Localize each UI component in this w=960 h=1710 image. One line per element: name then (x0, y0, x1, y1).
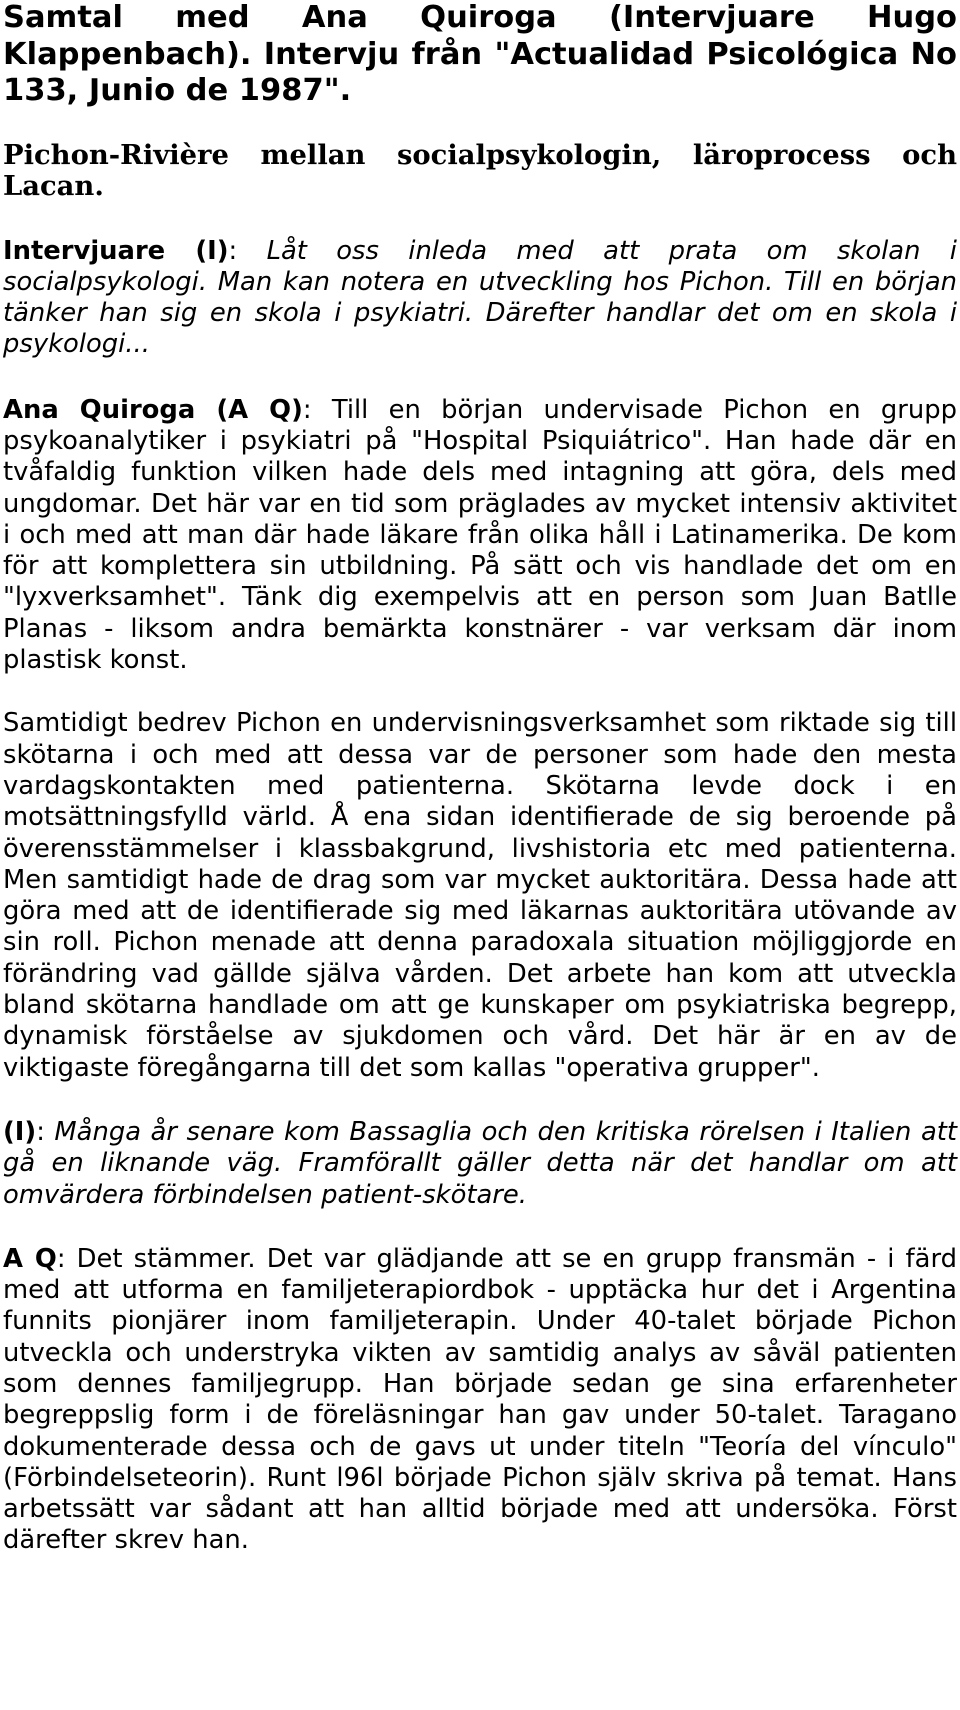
paragraph-text: Låt oss inleda med att prata om skolan i socialpsykologi. Man kan notera en utveckling hos Pichon. Till en början tänker han sig en skola i psykiatri. Därefter handlar det om en skola i psykologi... (3, 235, 957, 360)
document-title: Samtal med Ana Quiroga (Intervjuare Hugo Klappenbach). Intervju från "Actualidad Psicológica No 133, Junio de 1987". (3, 0, 957, 108)
answer-paragraph-1 (3, 395, 957, 677)
interviewer-question-1 (3, 236, 957, 361)
speaker-separator: : (302, 394, 332, 425)
speaker-label: A Q (3, 1243, 57, 1274)
paragraph-text: Till en början undervisade Pichon en grupp psykoanalytiker i psykiatri på "Hospital Psiquiátrico". Han hade där en tvåfaldig funktion vilken hade dels med intagning att göra, dels med ungdomar. Det här var en tid som präglades av mycket intensiv aktivitet i och med att man där hade läkare från olika håll i Latinamerika. De kom för att komplettera sin utbildning. På sätt och vis handlade det om en "lyxverksamhet". Tänk dig exempelvis att en person som Juan Batlle Planas - liksom andra bemärkta konstnärer - var verksam där inom plastisk konst. (3, 394, 957, 676)
speaker-separator: : (56, 1243, 77, 1274)
document-subtitle: Pichon-Rivière mellan socialpsykologin, läroprocess och Lacan. (3, 138, 957, 202)
interviewer-question-2 (3, 1117, 957, 1211)
speaker-label: Intervjuare (I) (3, 235, 229, 266)
answer-paragraph-2 (3, 708, 957, 1084)
paragraph-text: Det stämmer. Det var glädjande att se en grupp fransmän - i färd med att utforma en familjeterapiordbok - upptäcka hur det i Argentina funnits pionjärer inom familjeterapin. Under 40-talet började Pichon utveckla och understryka vikten av samtidig analys av såväl patienten som dennes familjegrupp. Han började sedan ge sina erfarenheter begreppslig form i de föreläsningar han gav under 50-talet. Taragano dokumenterade dessa och de gavs ut under titeln "Teoría del vínculo" (Förbindelseteorin). Runt l96l började Pichon själv skriva på temat. Hans arbetssätt var sådant att han alltid började med att undersöka. Först därefter skrev han. (3, 1243, 957, 1556)
answer-paragraph-3 (3, 1244, 957, 1557)
speaker-label: Ana Quiroga (A Q) (3, 394, 303, 425)
paragraph-text: Många år senare kom Bassaglia och den kritiska rörelsen i Italien att gå en liknande väg. Framförallt gäller detta när det handlar om att omvärdera förbindelsen patient-skötare. (3, 1116, 957, 1210)
speaker-separator: : (36, 1116, 55, 1147)
speaker-separator: : (228, 235, 267, 266)
paragraph-text: Samtidigt bedrev Pichon en undervisningsverksamhet som riktade sig till skötarna i och med att dessa var de personer som hade den mesta vardagskontakten med patienterna. Skötarna levde dock i en motsättningsfylld värld. Å ena sidan identifierade de sig beroende på överensstämmelser i klassbakgrund, livshistoria etc med patienterna. Men samtidigt hade de drag som var mycket auktoritära. Dessa hade att göra med att de identifierade sig med läkarnas auktoritära utövande av sin roll. Pichon menade att denna paradoxala situation möjliggjorde en förändring vad gällde själva vården. Det arbete han kom att utveckla bland skötarna handlade om att ge kunskaper om psykiatriska begrepp, dynamisk förståelse av sjukdomen och vård. Det här är en av de viktigaste föregångarna till det som kallas "operativa grupper". (3, 708, 957, 1083)
speaker-label: (I) (3, 1116, 37, 1147)
